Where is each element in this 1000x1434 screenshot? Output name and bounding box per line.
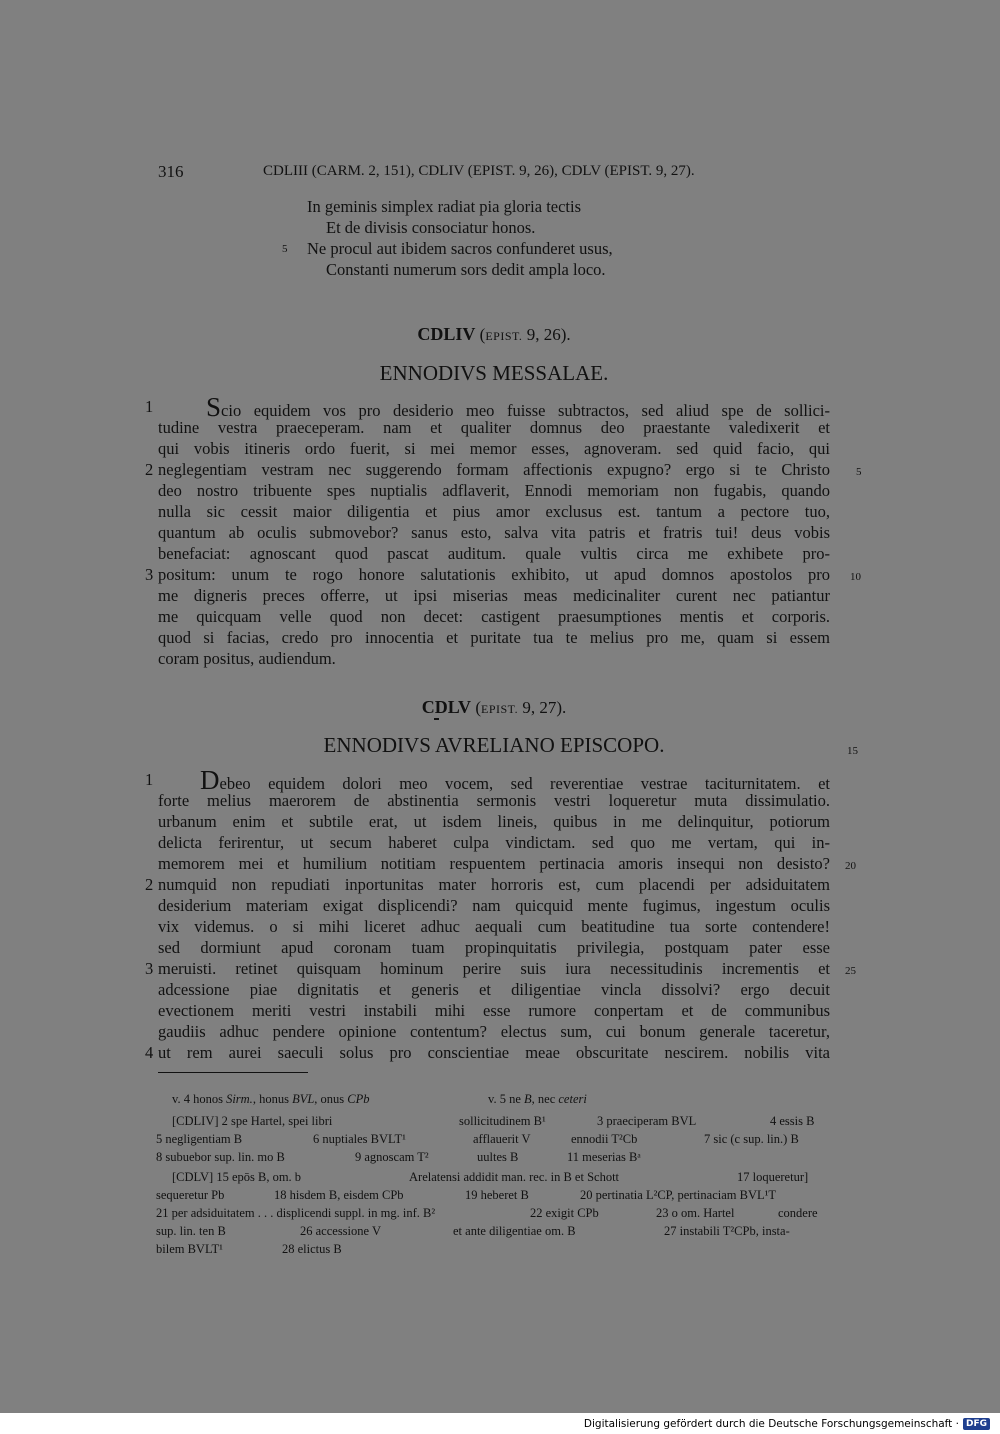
footnote: et ante diligentiae om. B xyxy=(453,1224,576,1238)
footnote-rule xyxy=(158,1072,308,1073)
line-number: 5 xyxy=(282,243,288,255)
letter-title: ENNODIVS MESSALAE. xyxy=(379,361,609,385)
text-line: delicta ferirentur, ut secum haberet culpa vindictam. sed quo me vertam, qui in- xyxy=(158,833,830,852)
footnote: 8 subuebor sup. lin. mo B xyxy=(156,1150,285,1164)
paragraph-number: 4 xyxy=(145,1043,154,1062)
footnote: 18 hisdem B, eisdem CPb xyxy=(274,1188,404,1202)
text-line: benefaciat: agnoscant quod pascat auditum. quale vultis circa me exhibete pro- xyxy=(158,544,830,563)
footnote: 20 pertinatia L²CP, pertinaciam BVL¹T xyxy=(580,1188,776,1202)
footnote: [CDLIV] 2 spe Hartel, spei libri xyxy=(172,1114,333,1128)
footnote: condere xyxy=(778,1206,818,1220)
text-line: nulla sic cessit maior diligentia et pius amor exclusus est. tantum a pectore tuo, xyxy=(158,502,830,521)
paragraph-number: 2 xyxy=(145,460,154,479)
line-number: 5 xyxy=(856,466,862,478)
poem-line: In geminis simplex radiat pia gloria tectis xyxy=(307,197,582,216)
poem-line: Ne procul aut ibidem sacros confunderet usus, xyxy=(307,239,613,258)
footnote: 17 loqueretur] xyxy=(737,1170,809,1184)
line-number: 10 xyxy=(850,571,861,583)
text-line: quod si facias, credo pro innocentia et puritate tua te melius pro me, quam si essem xyxy=(158,628,830,647)
letter-title: ENNODIVS AVRELIANO EPISCOPO. xyxy=(323,733,665,757)
text-line: ut rem aurei saeculi solus pro conscientiae meae obscuritate nescirem. nobilis vita xyxy=(158,1043,830,1062)
text-line: desiderium materiam exigat displicendi? nam quicquid mente fugimus, ingestum oculis xyxy=(158,896,830,915)
paragraph-number: 1 xyxy=(145,770,154,789)
page-number: 316 xyxy=(158,162,184,181)
footnote: sequeretur Pb xyxy=(156,1188,225,1202)
ink-mark xyxy=(434,718,439,720)
letter-number-heading xyxy=(158,696,830,720)
text-line: Scio equidem vos pro desiderio meo fuisse subtractos, sed aliud spe de sollici- xyxy=(206,392,830,422)
footnote: sollicitudinem B¹ xyxy=(459,1114,546,1128)
footnote: 27 instabili T²CPb, insta- xyxy=(664,1224,790,1238)
text-line: adcessione piae dignitatis et generis et diligentiae vincla dissolvi? ergo decuit xyxy=(158,980,830,999)
footnote: sup. lin. ten B xyxy=(156,1224,226,1238)
page-header xyxy=(158,162,830,182)
letter-number: CDLV xyxy=(421,697,472,717)
text-line: neglegentiam vestram nec suggerendo formam affectionis expugno? ergo si te Christo xyxy=(158,460,830,479)
text-line: tudine vestra praeceperam. nam et qualiter domnus deo praestante valedixerit et xyxy=(158,418,830,437)
footnote: 5 negligentiam B xyxy=(156,1132,243,1146)
footnote: 19 heberet B xyxy=(465,1188,529,1202)
text-line: positum: unum te rogo honore salutationis exhibito, ut apud domnos apostolos pro xyxy=(158,565,830,584)
text-line: memorem mei et humilium notitiam respuentem pertinacia amoris insequi non desisto? xyxy=(158,854,830,873)
drop-cap: D xyxy=(200,765,220,795)
line-number: 20 xyxy=(845,860,856,872)
footnote: 9 agnoscam T² xyxy=(355,1150,429,1164)
text-line: me quicquam velle quod non decet: castigent praesumptiones mentis et corporis. xyxy=(158,607,830,626)
text-line: numquid non repudiati inportunitas mater horroris est, cum placendi per adsiduitatem xyxy=(158,875,830,894)
text-line: coram positus, audiendum. xyxy=(158,649,336,668)
text-line: forte melius maerorem de abstinentia sermonis vestri loqueretur muta dissimulatio. xyxy=(158,791,830,810)
ref-label: EPIST. xyxy=(485,329,523,343)
running-title: CDLIII (CARM. 2, 151), CDLIV (EPIST. 9, 26), CDLV (EPIST. 9, 27). xyxy=(263,163,695,179)
paragraph-number: 3 xyxy=(145,959,154,978)
footnote: 3 praeciperam BVL xyxy=(597,1114,697,1128)
text-line: urbanum enim et subtile erat, ut isdem lineis, quibus in me delinquitur, potiorum xyxy=(158,812,830,831)
funding-footer xyxy=(584,1416,990,1432)
line-number: 25 xyxy=(845,965,856,977)
poem-line: Constanti numerum sors dedit ampla loco. xyxy=(326,260,606,279)
footnote: ennodii T²Cb xyxy=(571,1132,638,1146)
ref-open: ( xyxy=(479,325,486,344)
ref-numbers: 9, 26). xyxy=(522,325,571,344)
text-line: me digneris preces offerre, ut ipsi miserias meas medicinaliter curent nec patiantur xyxy=(158,586,830,605)
text-line: meruisti. retinet quisquam hominum perire suis iura necessitudinis incrementis et xyxy=(158,959,830,978)
letter-number-heading xyxy=(158,323,830,347)
text-line: deo nostro tribuente spes nuptialis adflaverit, Ennodi memoriam non fugabis, quando xyxy=(158,481,830,500)
text-line: evectionem meriti vestri instabili mihi esse rumore conpertam et de communibus xyxy=(158,1001,830,1020)
poem-line: Et de divisis consociatur honos. xyxy=(326,218,536,237)
footnote: 22 exigit CPb xyxy=(530,1206,599,1220)
ref-open: ( xyxy=(475,698,481,717)
dfg-logo: DFG xyxy=(963,1418,990,1430)
footnote: 4 essis B xyxy=(770,1114,815,1128)
footnote: [CDLV] 15 epōs B, om. b xyxy=(172,1170,302,1184)
funding-text: Digitalisierung gefördert durch die Deutsche Forschungsgemeinschaft · xyxy=(583,1418,959,1430)
footnote-poem: v. 4 honos Sirm., honus BVL, onus CPb xyxy=(172,1092,370,1106)
footnote: bilem BVLT¹ xyxy=(156,1242,223,1256)
letter-number: CDLIV xyxy=(417,324,476,344)
footnote: 6 nuptiales BVLT¹ xyxy=(313,1132,406,1146)
paragraph-number: 3 xyxy=(145,565,154,584)
ref-numbers: 9, 27). xyxy=(518,698,567,717)
footnote: 7 sic (c sup. lin.) B xyxy=(704,1132,799,1146)
text-line: quantum ab oculis submovebor? sanus esto, salva vita patris et fratris tui! deus vobis xyxy=(158,523,830,542)
footnote: uultes B xyxy=(477,1150,519,1164)
text-line: sed dormiunt apud coronam tuam propinquitatis privilegia, postquam pater esse xyxy=(158,938,830,957)
footnote: 26 accessione V xyxy=(300,1224,381,1238)
ref-label: EPIST. xyxy=(480,702,519,716)
paragraph-number: 2 xyxy=(145,875,154,894)
text-line: Debeo equidem dolori meo vocem, sed reverentiae vestrae taciturnitatem. et xyxy=(200,765,830,795)
paragraph-number: 1 xyxy=(145,397,154,416)
footnote: 23 o om. Hartel xyxy=(656,1206,735,1220)
text-line: vix videmus. o si mihi liceret adhuc aequali cum beatitudine tua sorte contendere! xyxy=(158,917,830,936)
footnote-poem: v. 5 ne B, nec ceteri xyxy=(488,1092,587,1106)
footnote: 28 elictus B xyxy=(282,1242,342,1256)
footnote: 21 per adsiduitatem . . . displicendi suppl. in mg. inf. B² xyxy=(156,1206,436,1220)
footnote: Arelatensi addidit man. rec. in B et Schott xyxy=(409,1170,620,1184)
footnote: 11 meserias Bᵃ xyxy=(567,1150,641,1164)
text-line: qui vobis itineris ordo fuerit, si mei memor esses, agnoveram. sed quid facio, qui xyxy=(158,439,830,458)
text-line: gaudiis adhuc pendere opinione contentum? electus sum, cui bonum generale taceretur, xyxy=(158,1022,830,1041)
line-number: 15 xyxy=(847,745,858,757)
drop-cap: S xyxy=(206,392,222,422)
footnote: afflauerit V xyxy=(473,1132,531,1146)
